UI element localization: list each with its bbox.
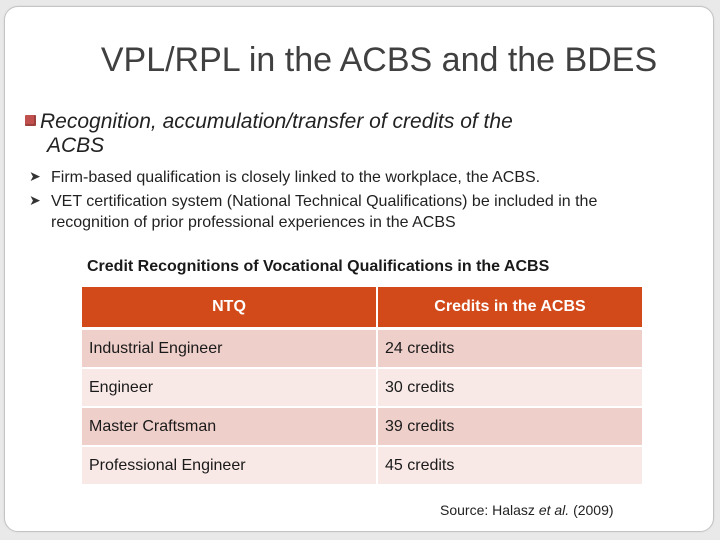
main-bullet-line1: Recognition, accumulation/transfer of credits of the: [40, 110, 513, 133]
cell-credits: 39 credits: [377, 407, 642, 446]
sub-bullet-item: [29, 167, 679, 188]
table-row: [82, 407, 642, 446]
cell-ntq: Industrial Engineer: [82, 329, 377, 369]
slide: [4, 6, 714, 532]
table-header-row: [82, 287, 642, 329]
header-credits: Credits in the ACBS: [377, 287, 642, 329]
sub-bullet-item: [29, 191, 679, 233]
cell-ntq: Master Craftsman: [82, 407, 377, 446]
table-row: [82, 446, 642, 485]
cell-credits: 30 credits: [377, 368, 642, 407]
arrow-right-bullet-icon: ➤: [29, 193, 41, 209]
table-row: [82, 329, 642, 369]
credits-table: [82, 287, 642, 486]
arrow-right-bullet-icon: ➤: [29, 169, 41, 185]
cell-ntq: Professional Engineer: [82, 446, 377, 485]
sub-bullet-list: [29, 167, 679, 236]
cell-ntq: Engineer: [82, 368, 377, 407]
main-bullet-line2: ACBS: [47, 134, 105, 157]
source-suffix: (2009): [569, 502, 614, 518]
source-citation: [440, 502, 614, 518]
q-square-bullet-icon: [25, 115, 36, 126]
source-prefix: Source: Halasz: [440, 502, 539, 518]
header-ntq: NTQ: [82, 287, 377, 329]
source-italic: et al.: [538, 502, 570, 518]
cell-credits: 45 credits: [377, 446, 642, 485]
sub-bullet-text: Firm-based qualification is closely linked to the workplace, the ACBS.: [51, 169, 541, 186]
table-row: [82, 368, 642, 407]
main-bullet: [25, 110, 685, 158]
slide-title: VPL/RPL in the ACBS and the BDES: [100, 41, 658, 79]
table-caption: Credit Recognitions of Vocational Qualifications in the ACBS: [87, 258, 550, 275]
sub-bullet-text: VET certification system (National Technical Qualifications) be included in the recognition of prior professional experiences in the ACBS: [51, 193, 598, 231]
cell-credits: 24 credits: [377, 329, 642, 369]
